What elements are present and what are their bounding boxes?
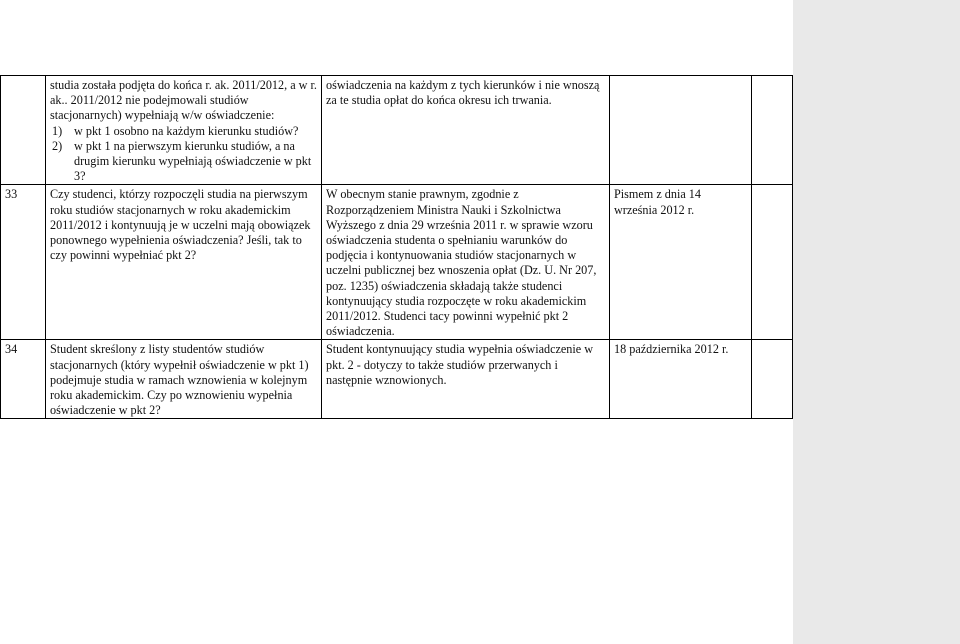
list-item	[50, 139, 317, 185]
row-number	[1, 76, 46, 185]
question-text: Student skreślony z listy studentów studiów stacjonarnych (który wypełnił oświadczenie w pkt 1) podejmuje studia w ramach wznowienia w kolejnym roku akademickim. Czy po wznowieniu wypełnia oświadczenie w pkt 2?	[50, 342, 309, 418]
date-text: Pismem z dnia 14 września 2012 r.	[614, 187, 701, 217]
right-margin-panel	[793, 0, 960, 644]
empty-cell	[752, 185, 793, 340]
row-number	[1, 185, 46, 340]
question-intro: studia została podjęta do końca r. ak. 2011/2012, a w r. ak.. 2011/2012 nie podejmowali studiów stacjonarnych) wypełniają w/w oświadczenie:	[50, 78, 317, 123]
date-text: 18 października 2012 r.	[614, 342, 729, 357]
question-text: Czy studenci, którzy rozpoczęli studia na pierwszym roku studiów stacjonarnych w roku akademickim 2011/2012 i kontynuują je w uczelni mają obowiązek ponownego wypełnienia oświadczenia? Jeśli, tak to czy powinni wypełniać pkt 2?	[50, 187, 311, 263]
table-row	[1, 76, 793, 185]
date-cell	[610, 76, 752, 185]
table-row	[1, 340, 793, 419]
question-cell	[46, 185, 322, 340]
answer-text: Student kontynuujący studia wypełnia oświadczenie w pkt. 2 - dotyczy to także studiów przerwanych i następnie wznowionych.	[326, 342, 594, 387]
question-items	[50, 124, 317, 185]
row-number-text: 34	[5, 342, 18, 357]
row-number	[1, 340, 46, 419]
list-marker: 2)	[52, 138, 63, 153]
answer-text: oświadczenia na każdym z tych kierunków i nie wnoszą za te studia opłat do końca okresu ich trwania.	[326, 78, 600, 108]
answer-text: W obecnym stanie prawnym, zgodnie z Rozporządzeniem Ministra Nauki i Szkolnictwa Wyższego z dnia 29 września 2011 r. w sprawie wzoru oświadczenia studenta o spełnianiu warunków do podjęcia i kontynuowania studiów stacjonarnych w uczelni publicznej bez wnoszenia opłat (Dz. U. Nr 207, poz. 1235) oświadczenia składają także studenci kontynuujący studia rozpoczęte w roku akademickim 2011/2012. Studenci tacy powinni wypełnić pkt 2 oświadczenia.	[326, 187, 597, 339]
row-number-text: 33	[5, 187, 18, 202]
date-cell	[610, 340, 752, 419]
list-marker: 1)	[52, 123, 63, 138]
list-item-text: w pkt 1 na pierwszym kierunku studiów, a na drugim kierunku wypełniają oświadczenie w pkt 3?	[74, 138, 312, 184]
qa-table	[0, 75, 793, 419]
list-item	[50, 124, 317, 139]
answer-cell	[322, 185, 610, 340]
table-row	[1, 185, 793, 340]
empty-cell	[752, 76, 793, 185]
answer-cell	[322, 340, 610, 419]
empty-cell	[752, 340, 793, 419]
answer-cell	[322, 76, 610, 185]
question-cell	[46, 76, 322, 185]
list-item-text: w pkt 1 osobno na każdym kierunku studiów?	[74, 123, 299, 138]
question-cell	[46, 340, 322, 419]
date-cell	[610, 185, 752, 340]
